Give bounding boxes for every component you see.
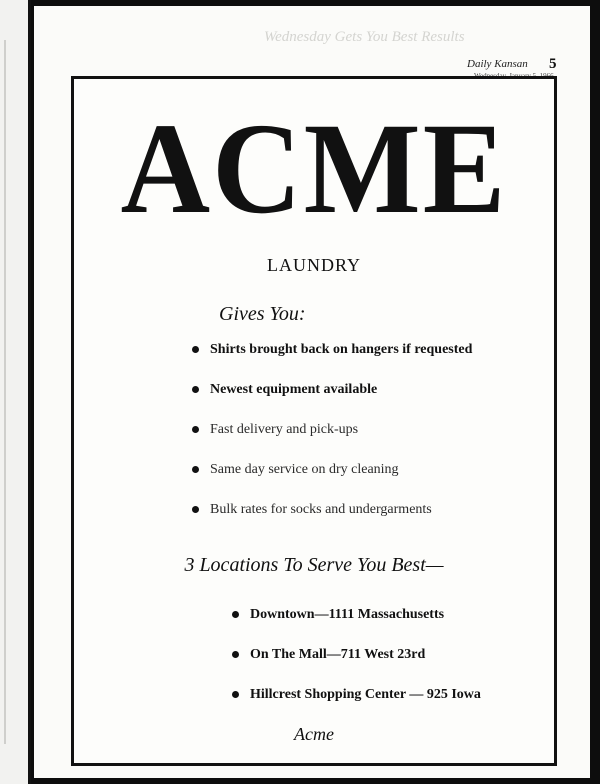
benefit-text: Shirts brought back on hangers if requested	[210, 342, 473, 357]
list-item	[192, 421, 472, 461]
acme-laundry-advertisement	[71, 76, 557, 766]
page-fold-line	[4, 40, 6, 744]
list-item	[192, 341, 472, 381]
list-item	[232, 606, 481, 646]
bullet-icon	[232, 651, 239, 658]
benefit-text: Same day service on dry cleaning	[210, 462, 399, 477]
newspaper-name: Daily Kansan	[467, 58, 528, 70]
adjacent-page-edge	[0, 0, 31, 784]
bullet-icon	[232, 611, 239, 618]
benefit-text: Newest equipment available	[210, 382, 378, 397]
newspaper-page	[34, 6, 590, 778]
brand-subtitle: LAUNDRY	[266, 255, 361, 275]
locations-list	[232, 606, 481, 726]
brand-title: ACME	[120, 96, 508, 241]
benefit-text: Fast delivery and pick-ups	[210, 422, 359, 437]
bullet-icon	[192, 466, 199, 473]
bullet-icon	[192, 506, 199, 513]
list-item	[192, 461, 472, 501]
bullet-icon	[192, 346, 199, 353]
page-number: 5	[549, 56, 557, 72]
locations-heading: 3 Locations To Serve You Best—	[184, 554, 444, 576]
bullet-icon	[192, 426, 199, 433]
bullet-icon	[192, 386, 199, 393]
location-text: On The Mall—711 West 23rd	[250, 647, 426, 662]
benefit-text: Bulk rates for socks and undergarments	[210, 502, 432, 517]
list-item	[192, 501, 472, 541]
list-item	[192, 381, 472, 421]
location-text: Hillcrest Shopping Center — 925 Iowa	[250, 687, 481, 702]
bullet-icon	[232, 691, 239, 698]
list-item	[232, 646, 481, 686]
location-text: Downtown—1111 Massachusetts	[250, 607, 445, 622]
list-item	[232, 686, 481, 726]
benefits-list	[192, 341, 472, 541]
signature: Acme	[294, 724, 334, 744]
benefits-heading: Gives You:	[219, 303, 306, 325]
bleed-through-text: Wednesday Gets You Best Results	[264, 30, 465, 45]
